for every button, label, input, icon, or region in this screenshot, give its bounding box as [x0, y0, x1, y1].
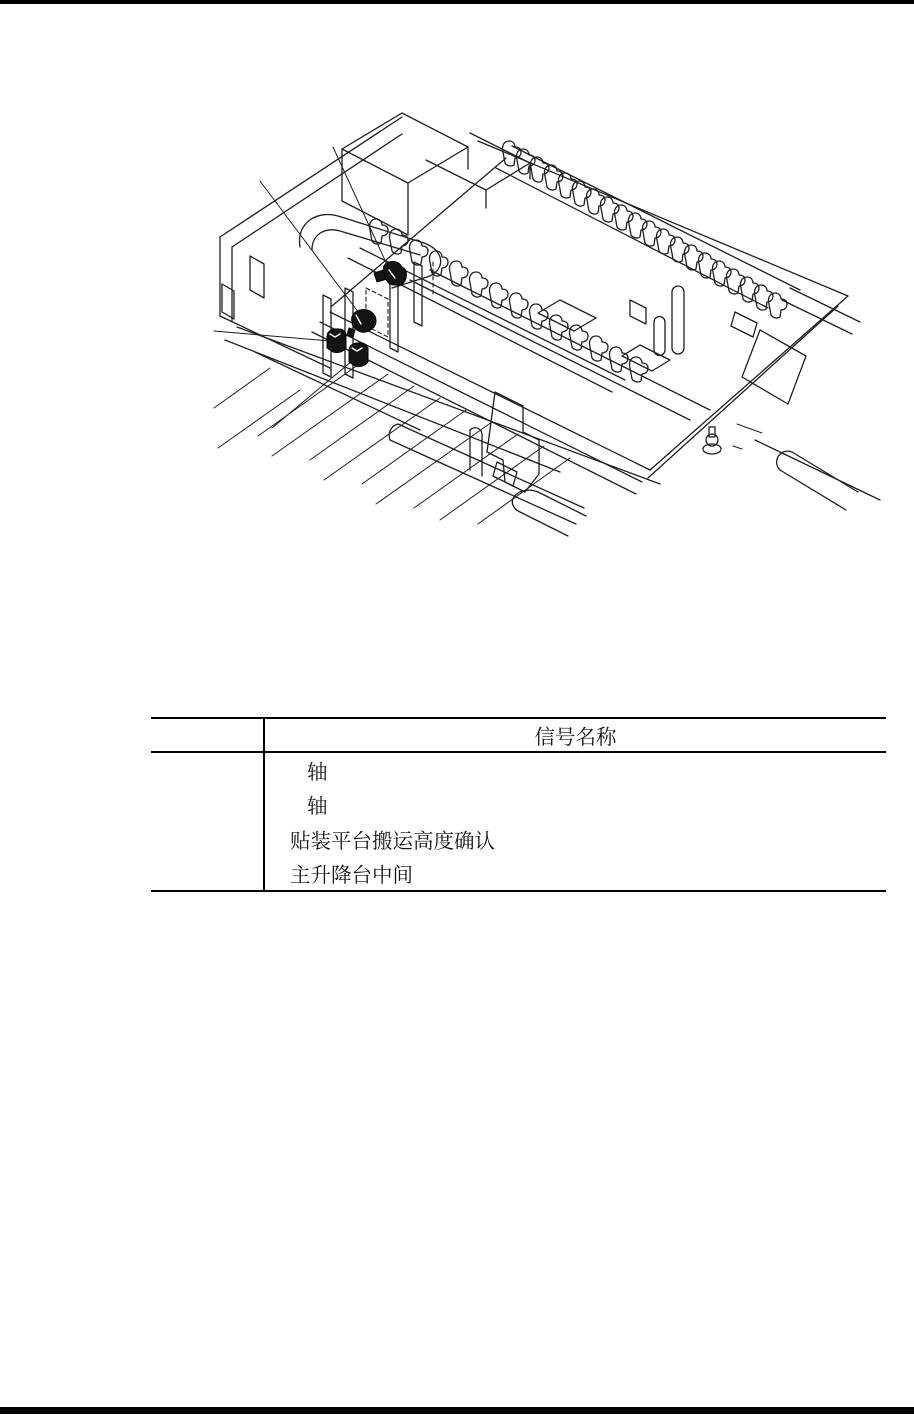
signal-row — [265, 822, 886, 856]
machine-isometric-figure — [0, 0, 914, 600]
leader-line-2 — [260, 181, 362, 317]
photo-sensor-1 — [374, 262, 407, 286]
signal-row — [265, 787, 886, 821]
right-toothed-rail — [502, 141, 787, 318]
signal-row — [265, 753, 886, 787]
leader-line-1 — [333, 147, 389, 269]
lower-frame-rails — [214, 327, 660, 524]
signal-label: 主升降台中间 — [290, 864, 413, 887]
table-bottom-rule — [151, 890, 886, 892]
left-toothed-rail — [348, 219, 648, 392]
signal-table — [151, 717, 886, 892]
bottom-right-roller — [703, 424, 880, 510]
signal-label: 贴装平台搬运高度确认 — [290, 830, 495, 853]
photo-sensor-3 — [327, 329, 346, 353]
signal-label: 轴 — [307, 762, 328, 785]
signal-row — [265, 856, 886, 890]
machine-isometric-drawing — [0, 0, 914, 600]
leader-line-4 — [272, 361, 352, 428]
signal-table-body — [265, 753, 886, 890]
signal-label: 轴 — [307, 796, 328, 819]
page-bottom-rule — [0, 1407, 914, 1414]
signal-name-header: 信号名称 — [534, 727, 617, 749]
photo-sensor-4 — [349, 343, 368, 367]
callout-leader-lines — [214, 147, 389, 428]
